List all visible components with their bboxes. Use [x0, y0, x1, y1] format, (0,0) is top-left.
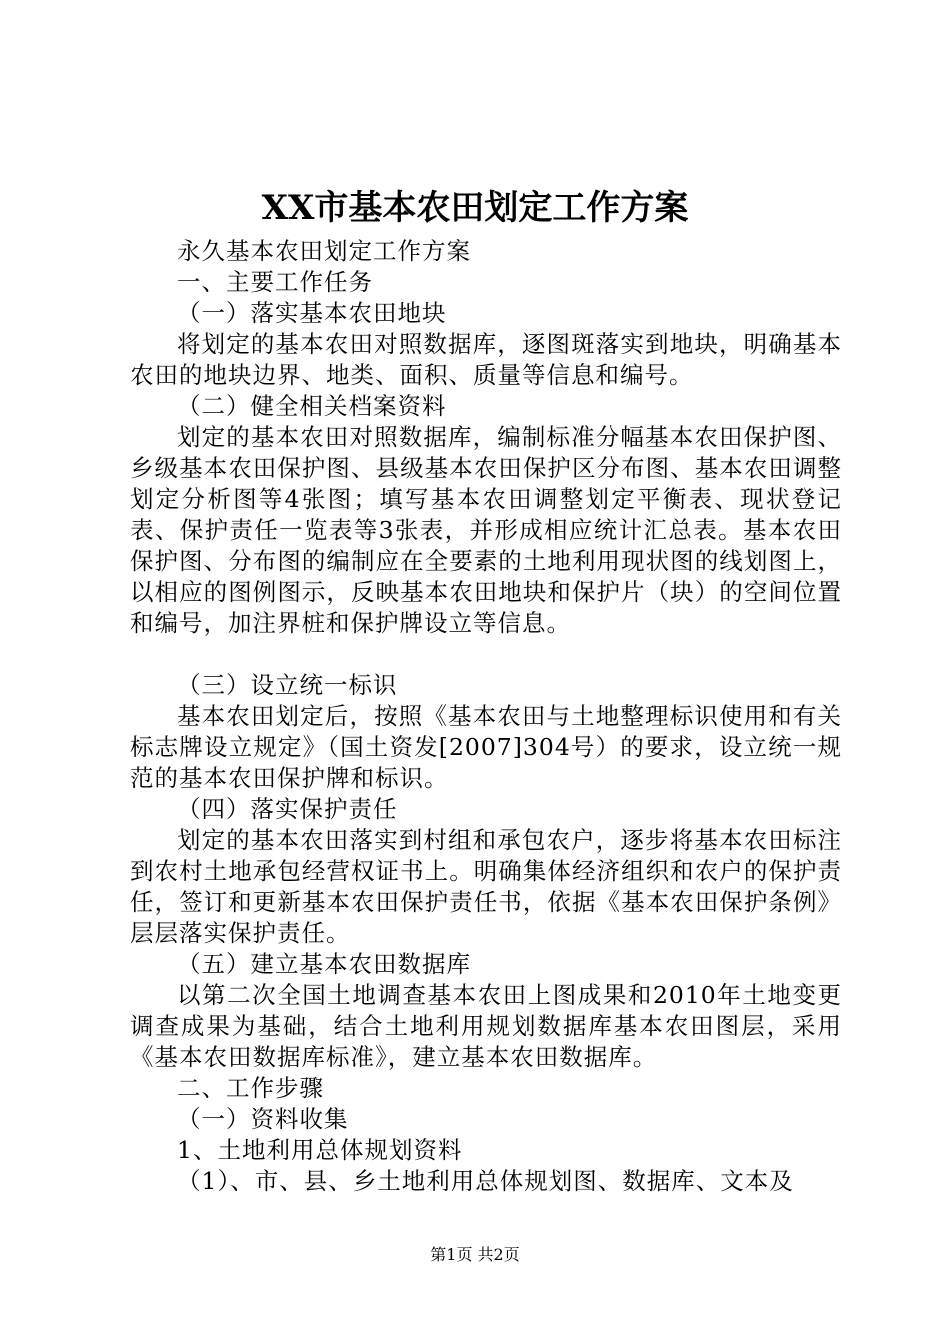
paragraph: 永久基本农田划定工作方案 [177, 237, 471, 265]
list-item: 1、土地利用总体规划资料 [177, 1136, 463, 1164]
subsection-heading: （四）落实保护责任 [177, 795, 398, 823]
page-footer: 第1页 共2页 [430, 1245, 520, 1264]
subsection-heading: （三）设立统一标识 [177, 671, 398, 699]
section-heading: 二、工作步骤 [177, 1074, 324, 1102]
subsection-heading: （二）健全相关档案资料 [177, 392, 447, 420]
paragraph: 将划定的基本农田对照数据库，逐图斑落实到地块，明确基本农田的地块边界、地类、面积、质量等信息和编号。 [130, 330, 842, 389]
paragraph: 划定的基本农田对照数据库，编制标准分幅基本农田保护图、乡级基本农田保护图、县级基本农田保护区分布图、基本农田调整划定分析图等4张图；填写基本农田调整划定平衡表、现状登记表、保护责任一览表等3张表，并形成相应统计汇总表。基本农田保护图、分布图的编制应在全要素的土地利用现状图的线划图上，以相应的图例图示，反映基本农田地块和保护片（块）的空间位置和编号，加注界桩和保护牌设立等信息。 [130, 423, 842, 637]
document-body [130, 236, 842, 1197]
paragraph: 基本农田划定后，按照《基本农田与土地整理标识使用和有关标志牌设立规定》（国土资发[2007]304号）的要求，设立统一规范的基本农田保护牌和标识。 [130, 702, 842, 792]
document-title: XX市基本农田划定工作方案 [261, 188, 689, 228]
subsection-heading: （一）资料收集 [177, 1105, 349, 1133]
subsection-heading: （一）落实基本农田地块 [177, 299, 447, 327]
section-heading: 一、主要工作任务 [177, 268, 373, 296]
subsection-heading: （五）建立基本农田数据库 [177, 950, 471, 978]
paragraph: 以第二次全国土地调查基本农田上图成果和2010年土地变更调查成果为基础，结合土地利用规划数据库基本农田图层，采用《基本农田数据库标准》，建立基本农田数据库。 [130, 981, 842, 1071]
paragraph: 划定的基本农田落实到村组和承包农户，逐步将基本农田标注到农村土地承包经营权证书上。明确集体经济组织和农户的保护责任，签订和更新基本农田保护责任书，依据《基本农田保护条例》层层落实保护责任。 [130, 826, 842, 947]
list-item: （1）、市、县、乡土地利用总体规划图、数据库、文本及 [177, 1167, 794, 1195]
